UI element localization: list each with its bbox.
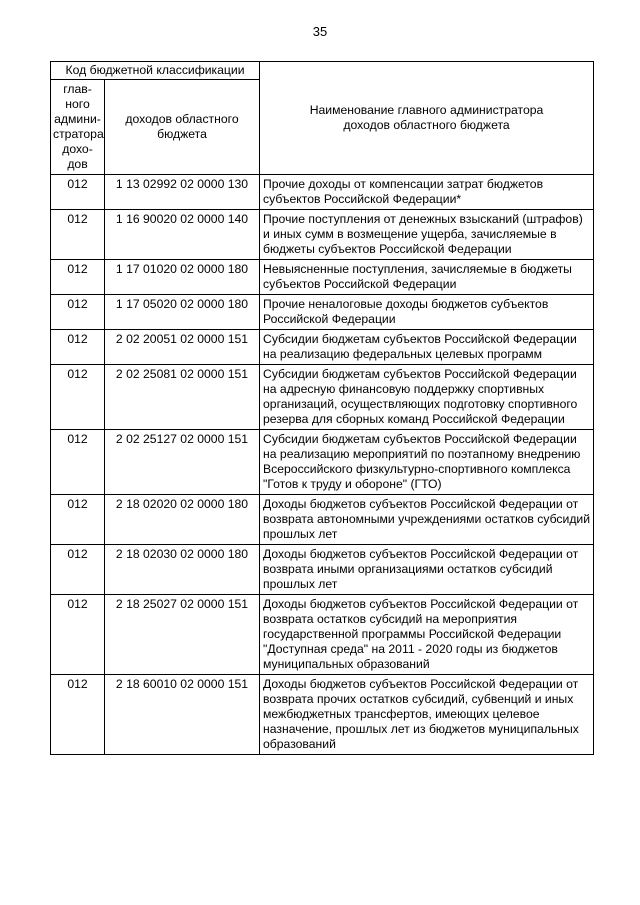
income-code-cell: 1 16 90020 02 0000 140: [105, 210, 260, 260]
table-row: [51, 365, 594, 430]
budget-classification-table: [50, 61, 594, 755]
admin-code-cell: 012: [51, 210, 105, 260]
table-body: [51, 175, 594, 755]
table-row: [51, 260, 594, 295]
table-row: [51, 675, 594, 755]
income-code-cell: 2 02 25081 02 0000 151: [105, 365, 260, 430]
income-code-cell: 1 17 01020 02 0000 180: [105, 260, 260, 295]
table-row: [51, 495, 594, 545]
income-name-cell: Доходы бюджетов субъектов Российской Федерации от возврата остатков субсидий на мероприятия государственной программы Российской Федерации "Доступная среда" на 2011 - 2020 годы из бюджетов муниципальных образований: [260, 595, 594, 675]
table-row: [51, 295, 594, 330]
income-name-cell: Субсидии бюджетам субъектов Российской Федерации на реализацию мероприятий по поэтапному внедрению Всероссийского физкультурно-спортивного комплекса "Готов к труду и обороне" (ГТО): [260, 430, 594, 495]
table-row: [51, 595, 594, 675]
income-name-cell: Прочие поступления от денежных взысканий (штрафов) и иных сумм в возмещение ущерба, зачисляемые в бюджеты субъектов Российской Федерации: [260, 210, 594, 260]
header-regional-budget-income: доходов областного бюджета: [105, 80, 260, 175]
header-administrator-name: Наименование главного администратора доходов областного бюджета: [260, 62, 594, 175]
income-name-cell: Невыясненные поступления, зачисляемые в бюджеты субъектов Российской Федерации: [260, 260, 594, 295]
income-code-cell: 1 13 02992 02 0000 130: [105, 175, 260, 210]
table-row: [51, 430, 594, 495]
admin-code-cell: 012: [51, 365, 105, 430]
table-row: [51, 545, 594, 595]
income-name-cell: Доходы бюджетов субъектов Российской Федерации от возврата прочих остатков субсидий, субвенций и иных межбюджетных трансфертов, имеющих целевое назначение, прошлых лет из бюджетов муниципальных образований: [260, 675, 594, 755]
income-code-cell: 2 02 25127 02 0000 151: [105, 430, 260, 495]
admin-code-cell: 012: [51, 260, 105, 295]
admin-code-cell: 012: [51, 330, 105, 365]
header-chief-administrator: глав-ного админи-стратора дохо-дов: [51, 80, 105, 175]
admin-code-cell: 012: [51, 430, 105, 495]
admin-code-cell: 012: [51, 295, 105, 330]
page-number: 35: [312, 24, 328, 39]
income-code-cell: 2 18 02030 02 0000 180: [105, 545, 260, 595]
income-name-cell: Субсидии бюджетам субъектов Российской Федерации на реализацию федеральных целевых программ: [260, 330, 594, 365]
admin-code-cell: 012: [51, 595, 105, 675]
income-code-cell: 2 18 02020 02 0000 180: [105, 495, 260, 545]
income-code-cell: 2 18 25027 02 0000 151: [105, 595, 260, 675]
admin-code-cell: 012: [51, 495, 105, 545]
income-name-cell: Субсидии бюджетам субъектов Российской Федерации на адресную финансовую поддержку спортивных организаций, осуществляющих подготовку спортивного резерва для сборных команд Российской Федерации: [260, 365, 594, 430]
income-code-cell: 1 17 05020 02 0000 180: [105, 295, 260, 330]
table-row: [51, 210, 594, 260]
table-row: [51, 330, 594, 365]
income-name-cell: Прочие доходы от компенсации затрат бюджетов субъектов Российской Федерации*: [260, 175, 594, 210]
income-name-cell: Доходы бюджетов субъектов Российской Федерации от возврата автономными учреждениями остатков субсидий прошлых лет: [260, 495, 594, 545]
table-row: [51, 175, 594, 210]
admin-code-cell: 012: [51, 175, 105, 210]
admin-code-cell: 012: [51, 675, 105, 755]
income-code-cell: 2 02 20051 02 0000 151: [105, 330, 260, 365]
income-name-cell: Доходы бюджетов субъектов Российской Федерации от возврата иными организациями остатков субсидий прошлых лет: [260, 545, 594, 595]
admin-code-cell: 012: [51, 545, 105, 595]
income-code-cell: 2 18 60010 02 0000 151: [105, 675, 260, 755]
header-budget-classification-code: Код бюджетной классификации: [51, 62, 260, 80]
income-name-cell: Прочие неналоговые доходы бюджетов субъектов Российской Федерации: [260, 295, 594, 330]
